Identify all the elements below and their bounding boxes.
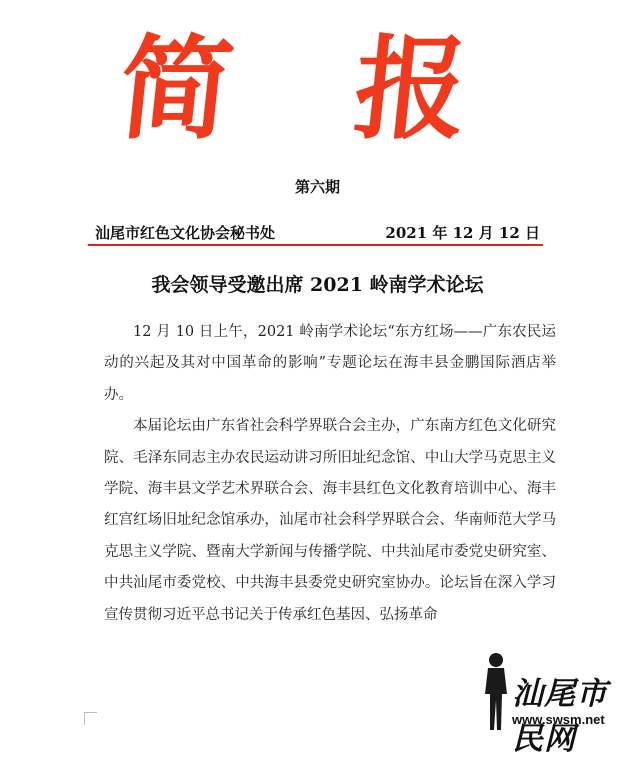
issue-date: 2021 年 12 月 12 日 [385,224,540,242]
issuing-organization: 汕尾市红色文化协会秘书处 [95,224,276,242]
page-corner-mark [84,712,97,725]
watermark-url: www.swsm.net [512,712,605,727]
paragraph-1: 12 月 10 日上午，2021 岭南学术论坛“东方红场——广东农民运动的兴起及其对中国革命的影响”专题论坛在海丰县金鹏国际酒店举办。 [104,324,556,403]
paragraph-2: 本届论坛由广东省社会科学界联合会主办，广东南方红色文化研究院、毛泽东同志主办农民运动讲习所旧址纪念馆、中山大学马克思主义学院、海丰县文学艺术界联合会、海丰县红色文化教育培训中心、海丰红宫红场旧址纪念馆承办，汕尾市社会科学界联合会、华南师范大学马克思主义学院、暨南大学新闻与传播学院、中共汕尾市委党史研究室、中共汕尾市委党校、中共海丰县委党史研究室协办。论坛旨在深入学习宣传贯彻习近平总书记关于传承红色基因、弘扬革命 [104,418,556,623]
article-headline: 我会领导受邀出席 2021 岭南学术论坛 [151,274,484,296]
article-body [104,317,556,631]
masthead-char-2: 报 [348,24,474,155]
person-silhouette-icon [480,650,516,732]
masthead-char-1: 简 [113,24,239,155]
red-divider [88,244,543,246]
watermark-logo: 汕尾市民网 [512,676,608,757]
masthead [0,24,635,155]
site-watermark [480,650,635,757]
issue-number: 第六期 [294,178,340,196]
